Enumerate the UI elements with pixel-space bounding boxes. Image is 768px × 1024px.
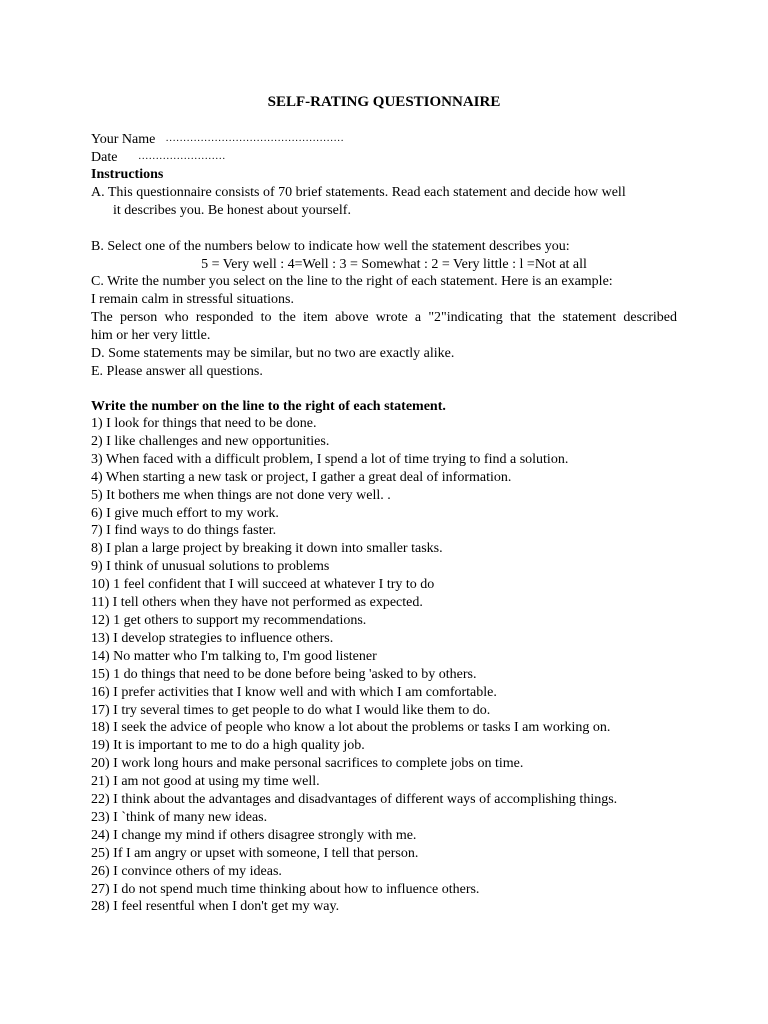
statement-item: 11) I tell others when they have not performed as expected. [91, 595, 423, 611]
statement-item: 23) I `think of many new ideas. [91, 809, 268, 825]
example-explanation-line1: The person who responded to the item above wrote a "2"indicating that the statement described [91, 310, 677, 325]
statement-item: 7) I find ways to do things faster. [91, 523, 277, 539]
instruction-c: C. Write the number you select on the line to the right of each statement. Here is an example: [91, 274, 613, 289]
instructions-heading: Instructions [91, 167, 164, 182]
instruction-b: B. Select one of the numbers below to indicate how well the statement describes you: [91, 239, 570, 254]
page-title: SELF-RATING QUESTIONNAIRE [267, 94, 501, 110]
statement-item: 5) It bothers me when things are not done very well. . [91, 487, 391, 503]
statement-item: 20) I work long hours and make personal sacrifices to complete jobs on time. [91, 756, 524, 772]
statement-item: 26) I convince others of my ideas. [91, 863, 282, 879]
instruction-a-line1: A. This questionnaire consists of 70 brief statements. Read each statement and decide how well [91, 185, 626, 200]
statement-item: 24) I change my mind if others disagree strongly with me. [91, 827, 417, 843]
name-dots: ................................................... [165, 133, 345, 144]
statement-item: 12) 1 get others to support my recommendations. [91, 612, 367, 628]
statement-item: 16) I prefer activities that I know well and with which I am comfortable. [91, 684, 497, 700]
statement-item: 21) I am not good at using my time well. [91, 774, 320, 790]
statement-item: 25) If I am angry or upset with someone, I tell that person. [91, 845, 419, 861]
example-explanation-line2: him or her very little. [91, 328, 211, 343]
statement-item: 2) I like challenges and new opportunities. [91, 433, 330, 449]
statement-item: 22) I think about the advantages and disadvantages of different ways of accomplishing things. [91, 792, 618, 808]
statement-item: 15) 1 do things that need to be done before being 'asked to by others. [91, 666, 477, 682]
date-label: Date [91, 150, 118, 165]
instruction-e: E. Please answer all questions. [91, 364, 263, 379]
statement-item: 9) I think of unusual solutions to problems [91, 559, 330, 575]
instruction-a-line2: it describes you. Be honest about yourself. [113, 203, 351, 218]
statement-item: 19) It is important to me to do a high quality job. [91, 738, 365, 754]
statement-item: 18) I seek the advice of people who know a lot about the problems or tasks I am working on. [91, 720, 611, 736]
section-heading: Write the number on the line to the right of each statement. [91, 399, 446, 414]
statement-item: 27) I do not spend much time thinking about how to influence others. [91, 881, 480, 897]
statement-item: 28) I feel resentful when I don't get my way. [91, 899, 340, 915]
statement-item: 8) I plan a large project by breaking it down into smaller tasks. [91, 541, 443, 557]
example-statement: I remain calm in stressful situations. [91, 292, 294, 307]
instruction-d: D. Some statements may be similar, but no two are exactly alike. [91, 346, 455, 361]
rating-scale: 5 = Very well : 4=Well : 3 = Somewhat : 2 = Very little : l =Not at all [201, 257, 587, 272]
statement-item: 1) I look for things that need to be done. [91, 416, 317, 431]
statement-item: 13) I develop strategies to influence others. [91, 630, 334, 646]
statement-item: 17) I try several times to get people to do what I would like them to do. [91, 702, 491, 718]
statement-item: 10) 1 feel confident that I will succeed at whatever I try to do [91, 577, 435, 593]
name-field [91, 130, 344, 149]
statement-item: 6) I give much effort to my work. [91, 505, 279, 521]
date-field [91, 148, 226, 167]
statement-list [91, 415, 617, 916]
name-label: Your Name [91, 132, 156, 147]
statement-item: 4) When starting a new task or project, I gather a great deal of information. [91, 469, 512, 485]
date-dots: ......................... [138, 151, 226, 162]
statement-item: 14) No matter who I'm talking to, I'm good listener [91, 648, 377, 664]
statement-item: 3) When faced with a difficult problem, I spend a lot of time trying to find a solution. [91, 451, 569, 467]
